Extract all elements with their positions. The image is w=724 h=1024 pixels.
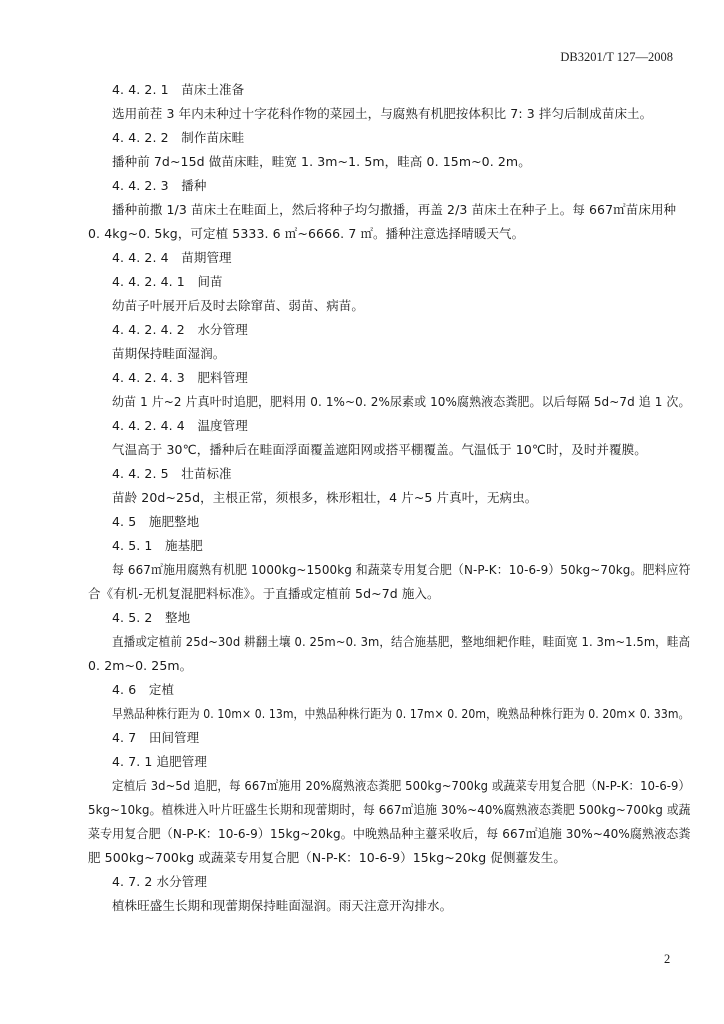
section-heading: 4. 5 施肥整地 bbox=[112, 514, 200, 529]
paragraph-line: 幼苗 1 片~2 片真叶时追肥，肥料用 0. 1%~0. 2%尿素或 10%腐熟液态粪肥。以后每隔 5d~7d 追 1 次。 bbox=[112, 394, 691, 409]
paragraph-line: 早熟品种株行距为 0. 10m× 0. 13m，中熟品种株行距为 0. 17m× 0. 20m，晚熟品种株行距为 0. 20m× 0. 33m。 bbox=[112, 706, 690, 721]
paragraph-line: 苗龄 20d~25d，主根正常，须根多，株形粗壮，4 片~5 片真叶，无病虫。 bbox=[112, 490, 538, 505]
section-heading: 4. 4. 2. 4. 4 温度管理 bbox=[112, 418, 248, 433]
section-heading: 4. 4. 2. 4. 2 水分管理 bbox=[112, 322, 248, 337]
paragraph-line: 合《有机-无机复混肥料标准》。于直播或定植前 5d~7d 施入。 bbox=[88, 586, 440, 601]
paragraph-line: 播种前 7d~15d 做苗床畦，畦宽 1. 3m~1. 5m，畦高 0. 15m~0. 2m。 bbox=[112, 154, 531, 169]
section-heading: 4. 5. 1 施基肥 bbox=[112, 538, 203, 553]
paragraph-line: 0. 4kg~0. 5kg，可定植 5333. 6 ㎡~6666. 7 ㎡。播种注意选择晴暖天气。 bbox=[88, 226, 525, 241]
section-heading: 4. 7. 2 水分管理 bbox=[112, 874, 207, 889]
section-heading: 4. 7. 1 追肥管理 bbox=[112, 754, 207, 769]
paragraph-line: 肥 500kg~700kg 或蔬菜专用复合肥（N-P-K：10-6-9）15kg~20kg 促侧薹发生。 bbox=[88, 850, 566, 865]
paragraph-line: 每 667㎡施用腐熟有机肥 1000kg~1500kg 和蔬菜专用复合肥（N-P-K：10-6-9）50kg~70kg。肥料应符 bbox=[112, 562, 691, 577]
paragraph-line: 选用前茬 3 年内未种过十字花科作物的菜园土，与腐熟有机肥按体积比 7: 3 拌匀后制成苗床土。 bbox=[112, 106, 653, 121]
section-heading: 4. 6 定植 bbox=[112, 682, 175, 697]
section-heading: 4. 4. 2. 4 苗期管理 bbox=[112, 250, 232, 265]
paragraph-line: 定植后 3d~5d 追肥，每 667㎡施用 20%腐熟液态粪肥 500kg~700kg 或蔬菜专用复合肥（N-P-K：10-6-9） bbox=[112, 778, 691, 793]
section-heading: 4. 7 田间管理 bbox=[112, 730, 200, 745]
section-heading: 4. 4. 2. 2 制作苗床畦 bbox=[112, 130, 245, 145]
page-number: 2 bbox=[664, 952, 671, 966]
paragraph-line: 幼苗子叶展开后及时去除窜苗、弱苗、病苗。 bbox=[112, 298, 365, 313]
section-heading: 4. 4. 2. 5 壮苗标准 bbox=[112, 466, 232, 481]
paragraph-line: 0. 2m~0. 25m。 bbox=[88, 658, 193, 673]
section-heading: 4. 4. 2. 3 播种 bbox=[112, 178, 207, 193]
paragraph-line: 直播或定植前 25d~30d 耕翻土壤 0. 25m~0. 3m，结合施基肥，整地细耙作畦，畦面宽 1. 3m~1.5m，畦高 bbox=[112, 634, 691, 649]
section-heading: 4. 4. 2. 4. 1 间苗 bbox=[112, 274, 223, 289]
paragraph-line: 播种前撒 1/3 苗床土在畦面上，然后将种子均匀撒播，再盖 2/3 苗床土在种子上。每 667㎡苗床用种 bbox=[112, 202, 677, 217]
paragraph-line: 苗期保持畦面湿润。 bbox=[112, 346, 226, 361]
paragraph-line: 植株旺盛生长期和现蕾期保持畦面湿润。雨天注意开沟排水。 bbox=[112, 898, 453, 913]
paragraph-line: 气温高于 30℃，播种后在畦面浮面覆盖遮阳网或搭平棚覆盖。气温低于 10℃时，及时并覆膜。 bbox=[112, 442, 647, 457]
paragraph-line: 5kg~10kg。植株进入叶片旺盛生长期和现蕾期时，每 667㎡追施 30%~40%腐熟液态粪肥 500kg~700kg 或蔬 bbox=[88, 802, 691, 817]
section-heading: 4. 5. 2 整地 bbox=[112, 610, 191, 625]
section-heading: 4. 4. 2. 1 苗床土准备 bbox=[112, 82, 245, 97]
document-code-header: DB3201/T 127—2008 bbox=[560, 50, 673, 64]
section-heading: 4. 4. 2. 4. 3 肥料管理 bbox=[112, 370, 248, 385]
paragraph-line: 菜专用复合肥（N-P-K：10-6-9）15kg~20kg。中晚熟品种主薹采收后，每 667㎡追施 30%~40%腐熟液态粪 bbox=[88, 826, 691, 841]
